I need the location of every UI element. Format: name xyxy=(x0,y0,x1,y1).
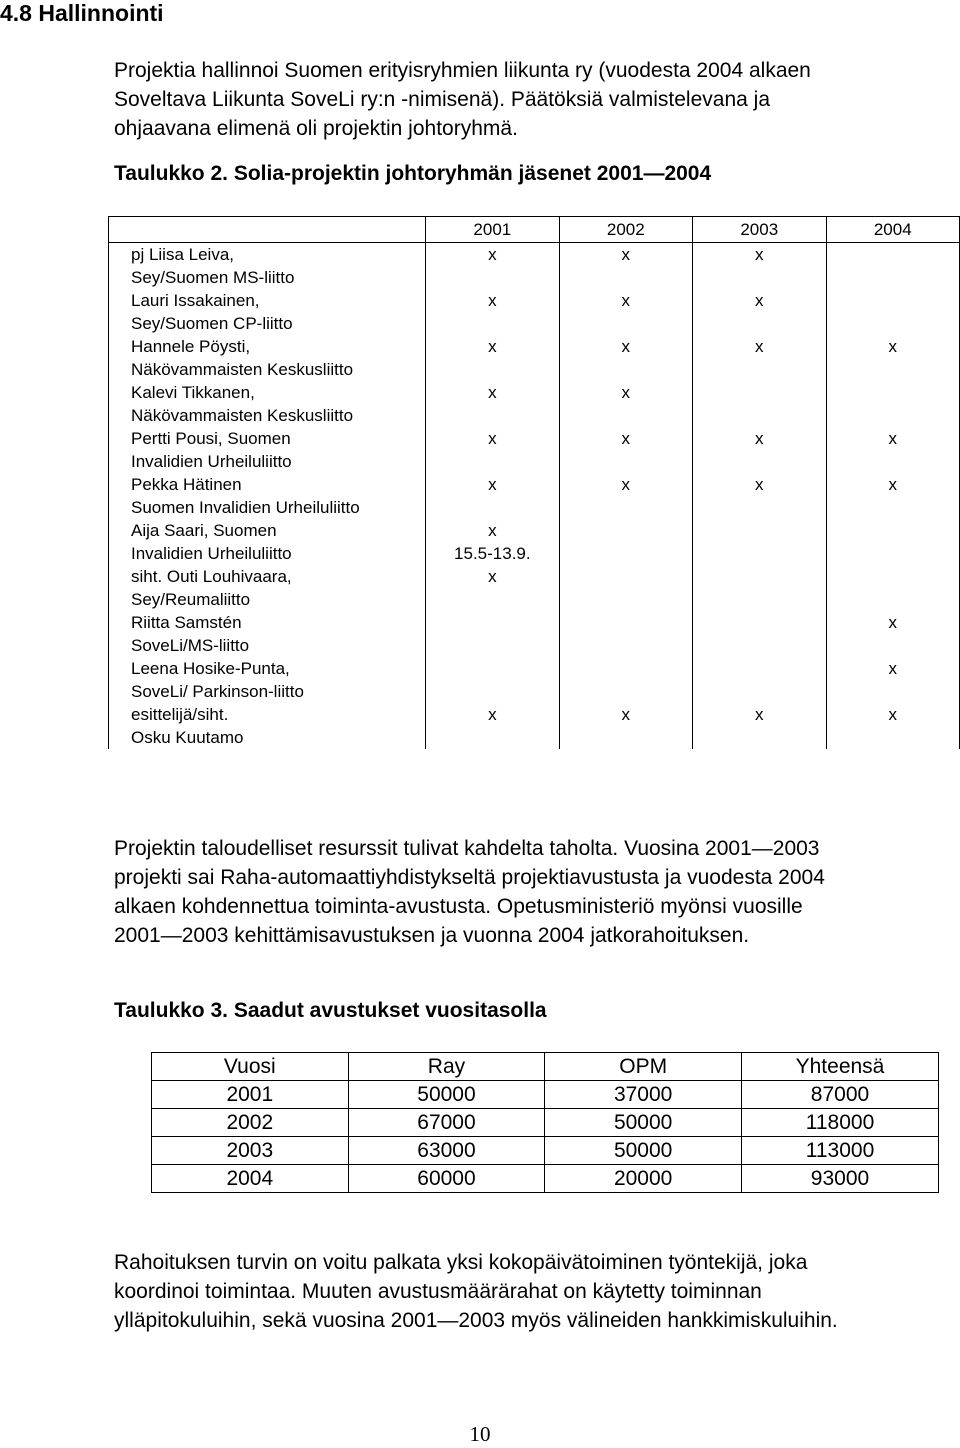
member-name-cell xyxy=(109,657,426,703)
funding-paragraph xyxy=(114,834,944,950)
table3-year-row xyxy=(152,1137,939,1165)
membership-mark-cell xyxy=(826,289,960,335)
membership-mark-cell xyxy=(693,657,826,703)
membership-mark-cell xyxy=(693,703,826,749)
membership-mark: x xyxy=(755,337,764,356)
membership-mark-cell xyxy=(693,565,826,611)
membership-mark-cell xyxy=(693,289,826,335)
membership-mark-cell xyxy=(559,703,692,749)
table2-member-row xyxy=(109,473,960,519)
member-name-cell xyxy=(109,243,426,290)
membership-mark: x xyxy=(888,475,897,494)
table2-member-row xyxy=(109,427,960,473)
membership-mark-cell xyxy=(426,657,559,703)
table2-header-row xyxy=(109,217,960,243)
membership-mark-cell xyxy=(559,335,692,381)
member-name-line: Pertti Pousi, Suomen xyxy=(131,429,291,448)
member-name-cell xyxy=(109,381,426,427)
table2-caption xyxy=(114,162,711,186)
membership-mark-cell xyxy=(426,473,559,519)
membership-mark-cell xyxy=(826,565,960,611)
membership-mark-cell xyxy=(826,519,960,565)
table2-member-row xyxy=(109,703,960,749)
table3-cell: 37000 xyxy=(545,1081,742,1109)
membership-mark-cell xyxy=(426,611,559,657)
table2-year-header: 2004 xyxy=(826,217,960,243)
table3-cell: 20000 xyxy=(545,1165,742,1193)
member-name-cell xyxy=(109,427,426,473)
table3-year-row xyxy=(152,1081,939,1109)
steering-group-table xyxy=(108,216,960,749)
table3-cell: 50000 xyxy=(545,1109,742,1137)
membership-mark: x xyxy=(488,291,497,310)
membership-period-note: 15.5-13.9. xyxy=(454,544,531,563)
membership-mark-cell xyxy=(826,657,960,703)
member-name-line: Hannele Pöysti, xyxy=(131,337,251,356)
member-name-line: Pekka Hätinen xyxy=(131,475,242,494)
membership-mark: x xyxy=(488,383,497,402)
member-name-line: Näkövammaisten Keskusliitto xyxy=(131,360,354,379)
staffing-line: Rahoituksen turvin on voitu palkata yksi kokopäivätoiminen työntekijä, joka xyxy=(114,1251,808,1274)
membership-mark: x xyxy=(488,429,497,448)
membership-mark-cell xyxy=(693,243,826,290)
membership-mark: x xyxy=(488,245,497,264)
membership-mark-cell xyxy=(693,381,826,427)
table2-member-row xyxy=(109,289,960,335)
membership-mark-cell xyxy=(559,473,692,519)
membership-mark: x xyxy=(621,291,631,310)
member-name-line: SoveLi/MS-liitto xyxy=(131,636,250,655)
member-name-line: Suomen Invalidien Urheiluliitto xyxy=(131,498,360,517)
table2-member-row xyxy=(109,519,960,565)
member-name-line: siht. Outi Louhivaara, xyxy=(131,567,292,586)
table2-member-row xyxy=(109,565,960,611)
funding-line: 2001—2003 kehittämisavustuksen ja vuonna 2004 jatkorahoituksen. xyxy=(114,924,750,947)
membership-mark-cell xyxy=(559,289,692,335)
membership-mark-cell xyxy=(826,335,960,381)
grants-table xyxy=(151,1052,939,1193)
membership-mark-cell xyxy=(693,611,826,657)
table2-year-header: 2003 xyxy=(693,217,826,243)
membership-mark-cell xyxy=(559,519,692,565)
table2-caption-title: Solia-projektin johtoryhmän jäsenet 2001—2004 xyxy=(233,162,712,185)
membership-mark: x xyxy=(621,475,631,494)
membership-mark-cell xyxy=(426,519,559,565)
membership-mark-cell xyxy=(826,703,960,749)
table3-cell: 67000 xyxy=(348,1109,545,1137)
membership-mark-cell xyxy=(693,335,826,381)
table2-member-row xyxy=(109,657,960,703)
member-name-line: Sey/Suomen CP-liitto xyxy=(131,314,293,333)
membership-mark-cell xyxy=(426,335,559,381)
table3-cell: 2001 xyxy=(152,1081,349,1109)
table2-member-row xyxy=(109,381,960,427)
staffing-line: ylläpitokuluihin, sekä vuosina 2001—2003 myös välineiden hankkimiskuluihin. xyxy=(114,1309,838,1332)
staffing-line: koordinoi toimintaa. Muuten avustusmäärärahat on käytetty toiminnan xyxy=(114,1280,762,1303)
member-name-cell xyxy=(109,565,426,611)
member-name-line: SoveLi/ Parkinson-liitto xyxy=(131,682,304,701)
membership-mark-cell xyxy=(559,657,692,703)
member-name-line: Kalevi Tikkanen, xyxy=(131,383,255,402)
membership-mark-cell xyxy=(826,611,960,657)
table3-header-cell: Ray xyxy=(348,1053,545,1081)
table2-member-row xyxy=(109,243,960,290)
intro-line: ohjaavana elimenä oli projektin johtoryhmä. xyxy=(114,117,518,140)
membership-mark-cell xyxy=(559,381,692,427)
membership-mark: x xyxy=(621,383,631,402)
membership-mark-cell xyxy=(826,381,960,427)
member-name-line: Invalidien Urheiluliitto xyxy=(131,452,292,471)
member-name-line: Lauri Issakainen, xyxy=(131,291,260,310)
membership-mark: x xyxy=(888,613,897,632)
member-name-cell xyxy=(109,519,426,565)
member-name-line: Näkövammaisten Keskusliitto xyxy=(131,406,354,425)
staffing-paragraph xyxy=(114,1248,944,1335)
member-name-line: Riitta Samstén xyxy=(131,613,242,632)
funding-line: Projektin taloudelliset resurssit tulivat kahdelta taholta. Vuosina 2001—2003 xyxy=(114,837,820,860)
table2-member-row xyxy=(109,611,960,657)
table3-header-cell: Vuosi xyxy=(152,1053,349,1081)
table3-header-cell: Yhteensä xyxy=(742,1053,939,1081)
member-name-line: Aija Saari, Suomen xyxy=(131,521,277,540)
membership-mark-cell xyxy=(693,427,826,473)
table2-member-row xyxy=(109,335,960,381)
membership-mark: x xyxy=(488,705,497,724)
membership-mark: x xyxy=(888,659,897,678)
membership-mark-cell xyxy=(826,473,960,519)
member-name-line: esittelijä/siht. xyxy=(131,705,229,724)
intro-paragraph xyxy=(114,56,944,143)
table3-cell: 50000 xyxy=(348,1081,545,1109)
membership-mark: x xyxy=(888,337,897,356)
table3-header-row xyxy=(152,1053,939,1081)
table3-year-row xyxy=(152,1165,939,1193)
membership-mark-cell xyxy=(559,243,692,290)
table3-cell: 60000 xyxy=(348,1165,545,1193)
membership-mark-cell xyxy=(559,611,692,657)
member-name-cell xyxy=(109,703,426,749)
membership-mark: x xyxy=(488,567,497,586)
membership-mark-cell xyxy=(426,703,559,749)
membership-mark: x xyxy=(488,475,497,494)
membership-mark-cell xyxy=(693,473,826,519)
membership-mark-cell xyxy=(693,519,826,565)
section-heading: 4.8 Hallinnointi xyxy=(0,0,164,26)
membership-mark-cell xyxy=(426,427,559,473)
member-name-cell xyxy=(109,611,426,657)
membership-mark: x xyxy=(621,705,631,724)
table3-cell: 93000 xyxy=(742,1165,939,1193)
member-name-line: Leena Hosike-Punta, xyxy=(131,659,290,678)
member-name-cell xyxy=(109,335,426,381)
table2-year-header: 2001 xyxy=(426,217,559,243)
funding-line: alkaen kohdennettua toiminta-avustusta. Opetusministeriö myönsi vuosille xyxy=(114,895,803,918)
membership-mark: x xyxy=(755,291,764,310)
member-name-cell xyxy=(109,289,426,335)
table2-header-blank xyxy=(109,217,426,243)
member-name-line: Invalidien Urheiluliitto xyxy=(131,544,292,563)
table3-year-row xyxy=(152,1109,939,1137)
member-name-line: pj Liisa Leiva, xyxy=(131,245,235,264)
table3-cell: 2004 xyxy=(152,1165,349,1193)
member-name-cell xyxy=(109,473,426,519)
membership-mark: x xyxy=(621,245,631,264)
membership-mark: x xyxy=(488,521,497,540)
membership-mark-cell xyxy=(426,565,559,611)
table3-header-cell: OPM xyxy=(545,1053,742,1081)
table3-cell: 118000 xyxy=(742,1109,939,1137)
page-number: 10 xyxy=(469,1422,491,1446)
membership-mark-cell xyxy=(426,381,559,427)
member-name-line: Sey/Suomen MS-liitto xyxy=(131,268,295,287)
table2-year-header: 2002 xyxy=(559,217,692,243)
membership-mark: x xyxy=(888,429,897,448)
table2-caption-label: Taulukko 2. xyxy=(114,162,228,185)
membership-mark-cell xyxy=(559,565,692,611)
table3-cell: 50000 xyxy=(545,1137,742,1165)
table3-cell: 87000 xyxy=(742,1081,939,1109)
membership-mark: x xyxy=(755,429,764,448)
membership-mark: x xyxy=(755,475,764,494)
funding-line: projekti sai Raha-automaattiyhdistykseltä projektiavustusta ja vuodesta 2004 xyxy=(114,866,825,889)
table3-cell: 63000 xyxy=(348,1137,545,1165)
table3-cell: 2002 xyxy=(152,1109,349,1137)
membership-mark: x xyxy=(755,245,764,264)
membership-mark-cell xyxy=(559,427,692,473)
membership-mark-cell xyxy=(826,243,960,290)
member-name-line: Osku Kuutamo xyxy=(131,728,244,747)
membership-mark: x xyxy=(755,705,764,724)
table3-caption xyxy=(114,999,547,1023)
membership-mark: x xyxy=(621,429,631,448)
membership-mark-cell xyxy=(426,243,559,290)
table3-caption-label: Taulukko 3. xyxy=(114,999,228,1022)
intro-line: Soveltava Liikunta SoveLi ry:n -nimisenä). Päätöksiä valmistelevana ja xyxy=(114,88,770,111)
table3-caption-title: Saadut avustukset vuositasolla xyxy=(233,999,547,1022)
membership-mark: x xyxy=(888,705,897,724)
table3-cell: 113000 xyxy=(742,1137,939,1165)
intro-line: Projektia hallinnoi Suomen erityisryhmien liikunta ry (vuodesta 2004 alkaen xyxy=(114,59,811,82)
member-name-line: Sey/Reumaliitto xyxy=(131,590,251,609)
table3-cell: 2003 xyxy=(152,1137,349,1165)
membership-mark-cell xyxy=(426,289,559,335)
membership-mark: x xyxy=(621,337,631,356)
membership-mark-cell xyxy=(826,427,960,473)
membership-mark: x xyxy=(488,337,497,356)
